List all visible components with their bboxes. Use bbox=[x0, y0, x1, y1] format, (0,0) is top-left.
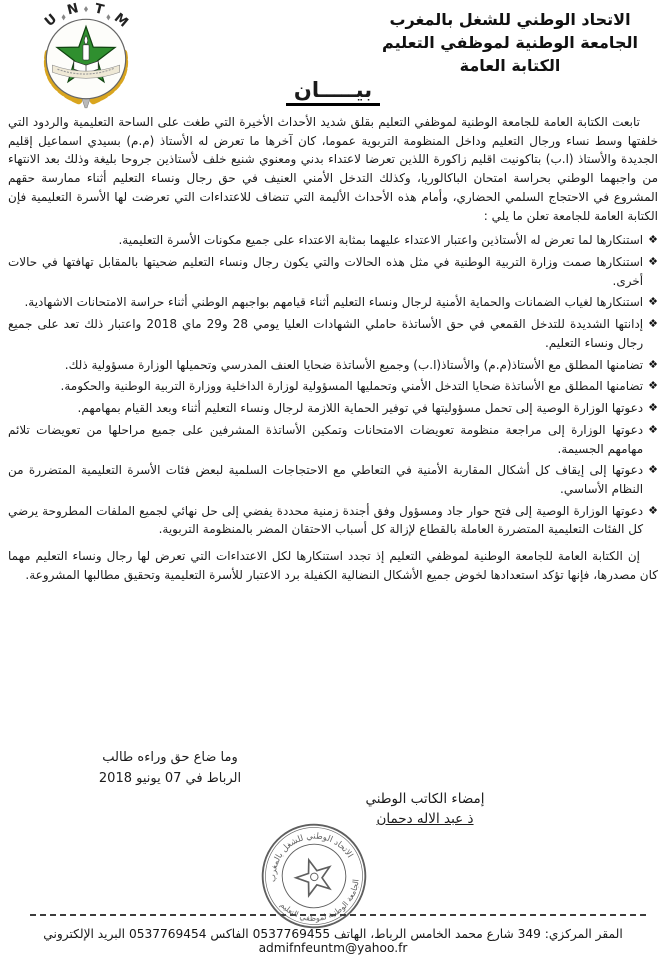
statement-title bbox=[0, 78, 666, 106]
signature-label: إمضاء الكاتب الوطني bbox=[365, 791, 485, 807]
bullet-text: استنكارها صمت وزارة التربية الوطنية في مثل هذه الحالات والتي يكون رجال ونساء التعليم ضحيتها بالمقابل تهافتها في حالات أخرى. bbox=[8, 255, 644, 288]
sparkle-icon bbox=[62, 14, 66, 20]
diamond-bullet-icon: ❖ bbox=[648, 401, 658, 415]
bullet-item bbox=[8, 253, 658, 290]
date-line: الرباط في 07 يونيو 2018 bbox=[98, 771, 242, 786]
sparkle-icon bbox=[106, 14, 110, 20]
bullet-item bbox=[8, 231, 658, 250]
bullet-text: تضامنها المطلق مع الأستاذ(م.م) والأستاذ(ا.ب) وجميع الأساتذة ضحايا العنف المدرسي وتحميلها الوزارة مسؤولية ذلك. bbox=[64, 357, 644, 372]
footer-address: المقر المركزي: 349 شارع محمد الخامس الرباط، الهاتف 0537769455 الفاكس 0537769454 البريد الإلكتروني admifnfeuntm@yahoo.fr bbox=[43, 927, 623, 955]
diamond-bullet-icon: ❖ bbox=[648, 463, 658, 477]
bullet-item bbox=[8, 293, 658, 312]
diamond-bullet-icon: ❖ bbox=[648, 317, 658, 331]
bullet-text: دعوتها الوزارة إلى مراجعة منظومة تعويضات الامتحانات وتمكين الأساتذة المشرفين على جميع مراحلها من تعويضات تلائم مهامهم الجسيمة. bbox=[8, 422, 644, 456]
signature-name: ذ عبد الاله دحمان bbox=[376, 811, 474, 827]
statement-body bbox=[8, 113, 658, 789]
diamond-bullet-icon: ❖ bbox=[648, 422, 658, 436]
candle-icon bbox=[83, 45, 89, 60]
intro-paragraph: تابعت الكتابة العامة للجامعة الوطنية لموظفي التعليم بقلق شديد الأحداث الأخيرة التي طغت على الساحة التعليمية والردود التي خلفتها وسط نساء ورجال التعليم وداخل المنظومة التربوية عموما، كان آخرها ما تعرض له الأستاذ (م.م) بسيدي اسماعيل إقليم الجديدة والأستاذ (ا.ب) بتاكونيت اقليم زاكورة اللذين تعرضا لاعتداء بدني ومعنوي شنيع خلف لأستاذين جروحا بليغة وذلك بعد الانتهاء من واجبهما الوطني بحراسة امتحان الباكالوريا، وكذلك التدخل الأمني العنيف في حق رجال ونساء التعليم أثناء ممارسة حقهم المشروع في الاحتجاج السلمي الحضاري، وأمام هذه الأحداث الأليمة التي تنضاف للاعتداءات التي تعرضت لها الأسرة التعليمية فإن الكتابة العامة للجامعة تعلن ما يلي : bbox=[8, 115, 658, 223]
motto-text: وما ضاع حق وراءه طالب bbox=[102, 750, 238, 765]
statement-title-text: بيـــــان bbox=[286, 78, 380, 106]
bullet-item bbox=[8, 502, 658, 539]
bullet-item bbox=[8, 377, 658, 396]
org-name-line2: الجامعة الوطنية لموظفي التعليم bbox=[382, 33, 638, 53]
stamp-arc-top-text: الاتحاد الوطني للشغل بالمغرب bbox=[267, 830, 356, 883]
bullet-list bbox=[8, 231, 658, 539]
org-name-block bbox=[360, 8, 660, 78]
diamond-bullet-icon: ❖ bbox=[648, 503, 658, 517]
bullet-text: استنكارها لما تعرض له الأستاذين واعتبار الاعتداء عليهما بمثابة الاعتداء على جميع مكونات الأسرة التعليمية. bbox=[118, 233, 644, 248]
bullet-text: استنكارها لغياب الضمانات والحماية الأمنية لرجال ونساء التعليم أثناء قيامهم بواجبهم الوطني أثناء حراسة الامتحانات الاشهادية. bbox=[24, 295, 644, 310]
closing-paragraph: إن الكتابة العامة للجامعة الوطنية لموظفي التعليم إذ تجدد استنكارها لكل الاعتداءات التي تعرض لها رجال ونساء التعليم مهما كان مصدرها، فإنها تؤكد استعدادها لخوض جميع الأشكال النضالية الكفيلة برد الاعتبار للأسرة التعليمية وتحقيق مطالبها المشروعة. bbox=[8, 549, 658, 582]
diamond-bullet-icon: ❖ bbox=[648, 255, 658, 269]
bullet-text: دعوتها إلى إيقاف كل أشكال المقاربة الأمنية في التعاطي مع الاحتجاجات السلمية لبعض فئات الأسرة التعليمية المتضررة من النظام الأساسي. bbox=[8, 463, 644, 496]
org-name-line1: الاتحاد الوطني للشغل بالمغرب bbox=[389, 10, 631, 29]
bullet-text: دعوتها الوزارة الوصية إلى فتح حوار جاد ومسؤول وفق أجندة زمنية محددة يفضي إلى حل نهائي لجميع الملفات المطروحة يرضي كل الفئات التعليمية المتضررة العاملة بالقطاع لإزالة كل أسباب الاحتقان المضر بالمنظومة التربوية. bbox=[8, 503, 644, 537]
diamond-bullet-icon: ❖ bbox=[648, 379, 658, 393]
logo-letter-n: N bbox=[65, 2, 81, 19]
stamp-star-center bbox=[310, 872, 319, 881]
org-name-line3: الكتابة العامة bbox=[459, 56, 561, 76]
bullet-text: إدانتها الشديدة للتدخل القمعي في حق الأساتذة حاملي الشهادات العليا يومي 28 و29 ماي 2018 واعتبار ذلك تعد على جميع رجال ونساء التعليم. bbox=[8, 317, 644, 350]
logo-letter-m: M bbox=[110, 10, 131, 31]
stamp-arc-bottom-text: الجامعة الوطنية لموظفي التعليم bbox=[278, 878, 361, 923]
logo-letter-u: U bbox=[42, 11, 61, 30]
bullet-item bbox=[8, 399, 658, 418]
bullet-text: تضامنها المطلق مع الأساتذة ضحايا التدخل الأمني وتحمليها المسؤولية لوزارة الداخلية ووزارة التربية الوطنية والحكومة. bbox=[60, 379, 644, 394]
bullet-text: دعوتها الوزارة الوصية إلى تحمل مسؤوليتها في توفير الحماية اللازمة لرجال ونساء التعليم أثناء وبعد القيام بمهامهم. bbox=[77, 401, 644, 416]
diamond-bullet-icon: ❖ bbox=[648, 295, 658, 309]
sparkle-icon bbox=[84, 6, 88, 12]
logo-letter-t: T bbox=[92, 2, 106, 19]
bullet-item bbox=[8, 356, 658, 375]
diamond-bullet-icon: ❖ bbox=[648, 357, 658, 371]
bullet-item bbox=[8, 315, 658, 352]
bullet-item bbox=[8, 421, 658, 458]
diamond-bullet-icon: ❖ bbox=[648, 233, 658, 247]
stamp-star-icon bbox=[292, 855, 336, 898]
bullet-item bbox=[8, 461, 658, 498]
